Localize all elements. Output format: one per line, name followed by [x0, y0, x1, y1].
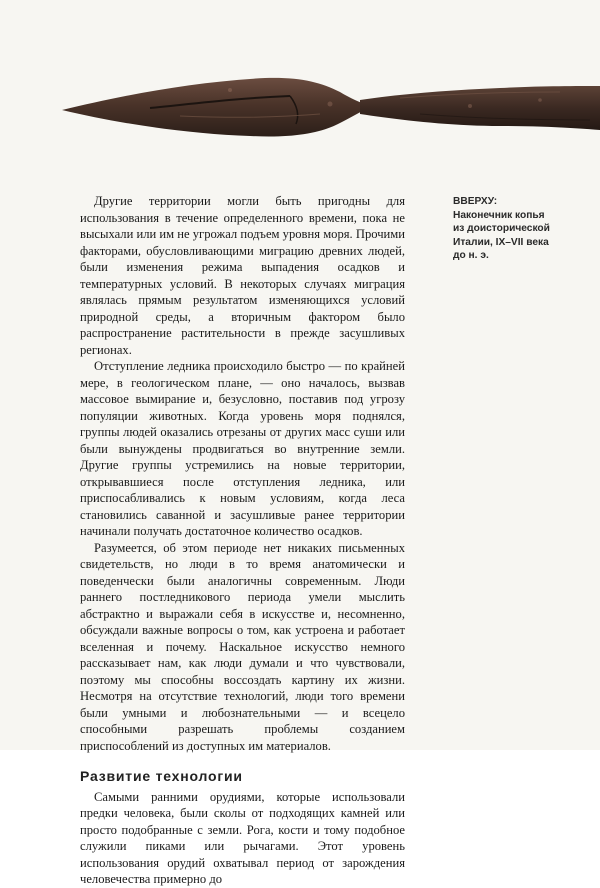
image-caption — [453, 195, 553, 263]
section-heading: Развитие технологии — [80, 768, 243, 784]
body-paragraph: Другие территории могли быть пригодны для использования в течение определенного времени, пока не высыхали или им не угрожал подъем уровня моря. Прочими факторами, обусловливающими миграцию древних людей, были изменения режима выпадения осадков и температурных условий. В некоторых случаях миграция являлась прямым результатом изменяющихся условий природной среды, а вторичным фактором было распространение растительности в прежде засушливых регионах. — [80, 194, 405, 357]
spearhead-image — [0, 48, 600, 158]
spearhead-photo — [0, 48, 600, 158]
caption-heading: ВВЕРХУ: — [453, 196, 498, 207]
body-paragraph: Разумеется, об этом периоде нет никаких письменных свидетельств, но люди в то время анатомически и поведенчески были аналогичны современным. Люди раннего постледникового периода умели мыслить абстрактно и выражали себя в искусстве и, несомненно, обсуждали важные вопросы о том, как устроена и работает вселенная и почему. Наскальное искусство немного рассказывает нам, как люди думали и что чувствовали, поэтому мы способны воссоздать картину их жизни. Несмотря на отсутствие технологий, люди того времени были умными и любознательными — и всецело способными разрешать проблемы созданием приспособлений из доступных им материалов. — [80, 540, 405, 753]
caption-text: Наконечник копья из доисторической Италии, IX–VII века до н. э. — [453, 209, 550, 261]
body-paragraph: Отступление ледника происходило быстро — по крайней мере, в геологическом плане, — оно началось, вызвав массовое вымирание и, безусловно, поставив под угрозу популяции животных. Когда уровень моря поднялся, группы людей оказались отрезаны от других масс суши или были вынуждены продвигаться во внутренние земли. Другие группы устремились на новые территории, открывавшиеся после отступления ледника, или приспосабливались к новым условиям, когда леса становились саванной и засушливые ранее территории начинали получать достаточное количество осадков. — [80, 359, 405, 538]
body-paragraph: Самыми ранними орудиями, которые использовали предки человека, были сколы от подходящих камней или просто подобранные с земли. Рога, кости и тому подобное служили пиками или рычагами. Этот уровень использования орудий охватывал период от зарождения человечества примерно до — [80, 789, 405, 886]
main-text-column — [80, 193, 405, 888]
